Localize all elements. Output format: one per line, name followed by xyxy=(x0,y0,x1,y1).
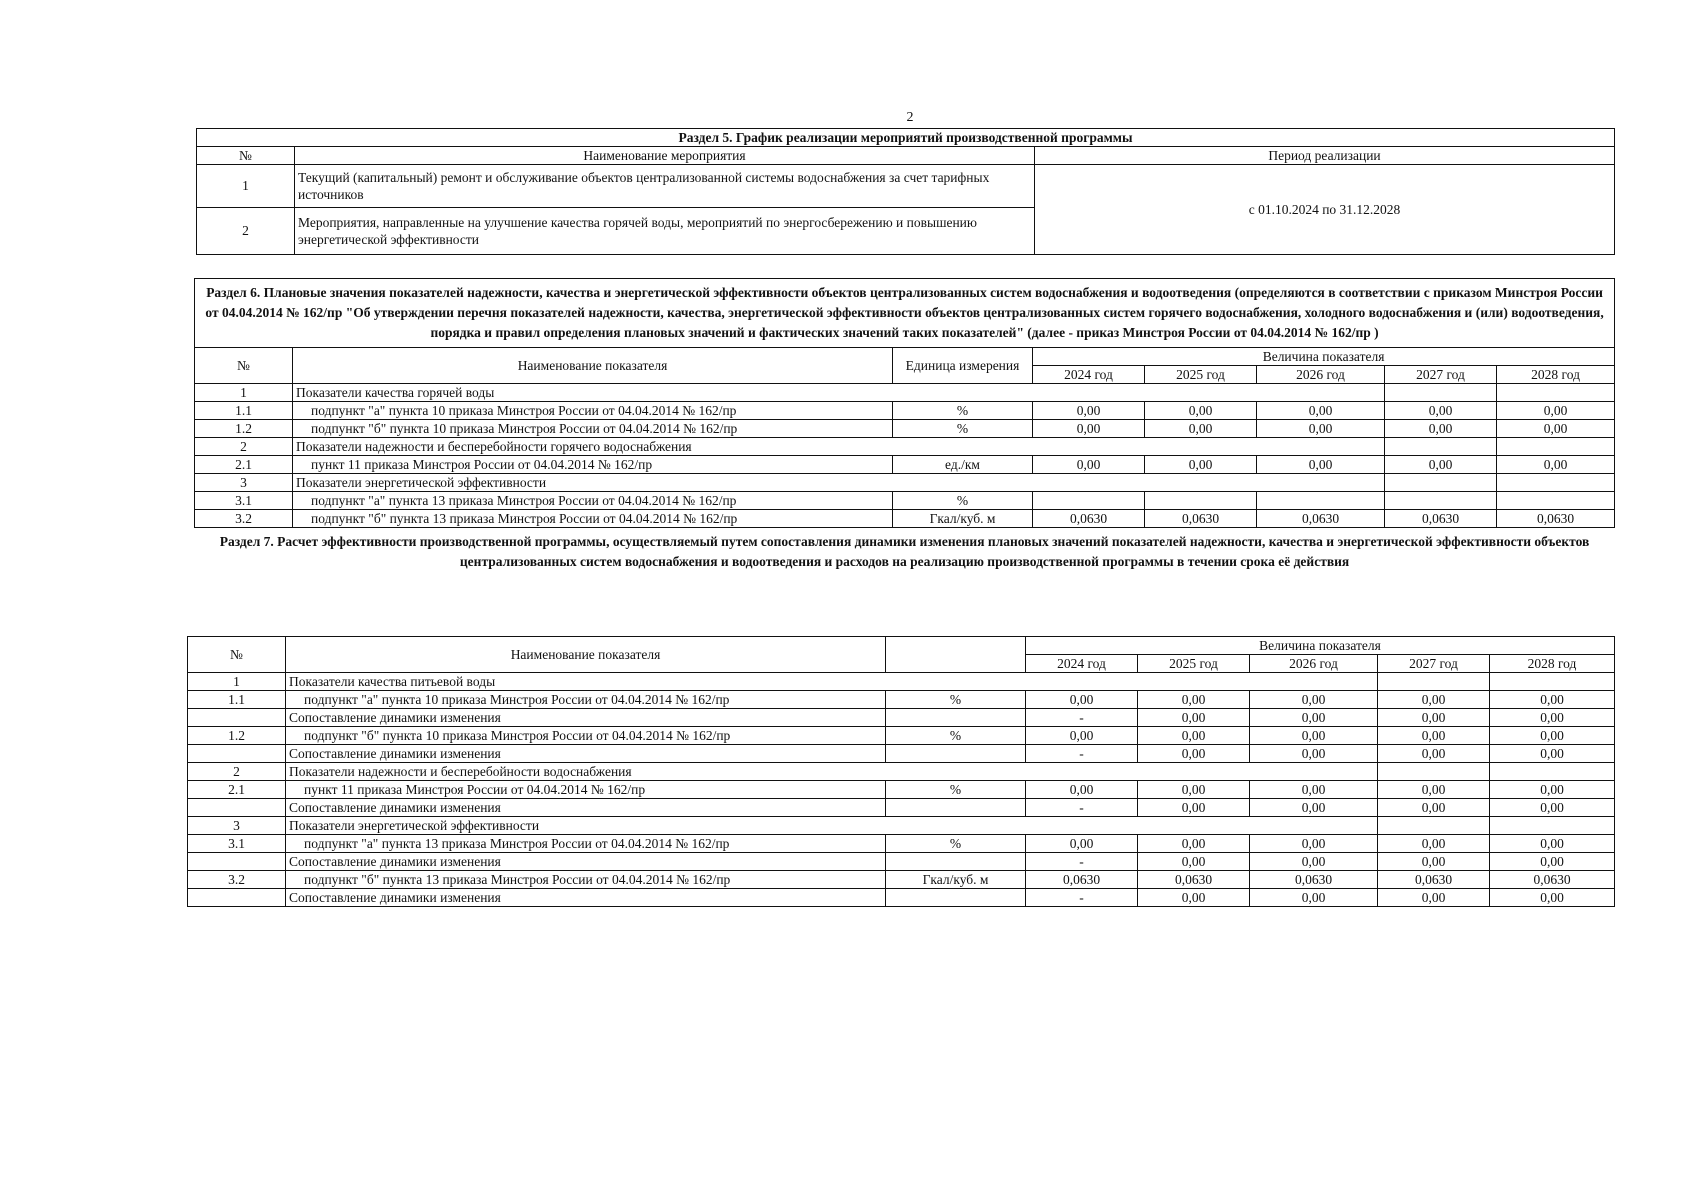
year-value: 0,00 xyxy=(1497,402,1615,420)
year-value xyxy=(1490,673,1615,691)
year-header: 2024 год xyxy=(1033,366,1145,384)
col-header-num: № xyxy=(188,637,286,673)
year-value: 0,00 xyxy=(1378,745,1490,763)
year-value xyxy=(1257,492,1385,510)
unit xyxy=(886,889,1026,907)
year-value: 0,00 xyxy=(1145,420,1257,438)
col-header-value: Величина показателя xyxy=(1026,637,1615,655)
year-value xyxy=(1497,438,1615,456)
row-num: 3.2 xyxy=(195,510,293,528)
year-value: 0,0630 xyxy=(1385,510,1497,528)
indicator-name: пункт 11 приказа Минстроя России от 04.04.2014 № 162/пр xyxy=(286,781,886,799)
year-value: 0,00 xyxy=(1250,889,1378,907)
unit: % xyxy=(893,402,1033,420)
year-value: 0,0630 xyxy=(1257,510,1385,528)
year-value: 0,00 xyxy=(1250,835,1378,853)
col-header-activity: Наименование мероприятия xyxy=(295,147,1035,165)
year-value xyxy=(1497,384,1615,402)
year-value: 0,00 xyxy=(1250,727,1378,745)
year-value: 0,00 xyxy=(1490,727,1615,745)
indicator-name: Сопоставление динамики изменения xyxy=(286,799,886,817)
year-value: 0,00 xyxy=(1033,456,1145,474)
year-header: 2028 год xyxy=(1490,655,1615,673)
unit xyxy=(886,745,1026,763)
indicator-row xyxy=(195,402,1615,420)
year-value: 0,00 xyxy=(1026,781,1138,799)
indicator-row xyxy=(195,510,1615,528)
row-num: 1 xyxy=(197,165,295,208)
year-header: 2025 год xyxy=(1138,655,1250,673)
year-value: 0,00 xyxy=(1138,709,1250,727)
year-value: - xyxy=(1026,889,1138,907)
unit: % xyxy=(886,691,1026,709)
indicator-row xyxy=(195,492,1615,510)
row-num: 1.2 xyxy=(195,420,293,438)
indicator-name: подпункт "а" пункта 10 приказа Минстроя России от 04.04.2014 № 162/пр xyxy=(293,402,893,420)
indicator-name: Показатели энергетической эффективности xyxy=(286,817,1378,835)
year-value: 0,00 xyxy=(1490,709,1615,727)
year-value xyxy=(1378,763,1490,781)
col-header-num: № xyxy=(195,348,293,384)
year-header: 2027 год xyxy=(1385,366,1497,384)
year-value: 0,00 xyxy=(1250,799,1378,817)
col-header-indicator: Наименование показателя xyxy=(286,637,886,673)
indicator-name: подпункт "б" пункта 10 приказа Минстроя России от 04.04.2014 № 162/пр xyxy=(293,420,893,438)
indicator-name: подпункт "а" пункта 13 приказа Минстроя России от 04.04.2014 № 162/пр xyxy=(293,492,893,510)
indicator-name: подпункт "б" пункта 10 приказа Минстроя России от 04.04.2014 № 162/пр xyxy=(286,727,886,745)
year-value: 0,00 xyxy=(1250,709,1378,727)
group-row xyxy=(195,474,1615,492)
year-value: 0,00 xyxy=(1257,456,1385,474)
year-value: 0,00 xyxy=(1490,853,1615,871)
dynamics-row xyxy=(188,799,1615,817)
year-value xyxy=(1145,492,1257,510)
year-value: 0,00 xyxy=(1497,420,1615,438)
col-header-indicator: Наименование показателя xyxy=(293,348,893,384)
year-value: 0,0630 xyxy=(1378,871,1490,889)
year-value: 0,00 xyxy=(1497,456,1615,474)
year-value: 0,00 xyxy=(1145,402,1257,420)
year-value: 0,00 xyxy=(1250,691,1378,709)
year-value: - xyxy=(1026,853,1138,871)
year-header: 2025 год xyxy=(1145,366,1257,384)
page-number: 2 xyxy=(906,110,914,125)
year-value: 0,00 xyxy=(1138,745,1250,763)
year-value: 0,00 xyxy=(1138,799,1250,817)
year-value: 0,00 xyxy=(1138,781,1250,799)
year-value xyxy=(1378,817,1490,835)
indicator-name: Сопоставление динамики изменения xyxy=(286,889,886,907)
indicator-name: Показатели энергетической эффективности xyxy=(293,474,1385,492)
year-value: 0,00 xyxy=(1378,709,1490,727)
section5-title: Раздел 5. График реализации мероприятий производственной программы xyxy=(197,129,1615,147)
year-value: 0,0630 xyxy=(1497,510,1615,528)
row-num xyxy=(188,745,286,763)
row-num: 2 xyxy=(197,208,295,255)
indicator-row xyxy=(195,456,1615,474)
year-value: 0,00 xyxy=(1257,402,1385,420)
dynamics-row xyxy=(188,889,1615,907)
group-row xyxy=(195,438,1615,456)
dynamics-row xyxy=(188,853,1615,871)
row-num: 2.1 xyxy=(188,781,286,799)
year-value: 0,0630 xyxy=(1250,871,1378,889)
indicator-row xyxy=(188,871,1615,889)
indicator-row xyxy=(188,691,1615,709)
year-value: 0,00 xyxy=(1490,781,1615,799)
row-num: 2.1 xyxy=(195,456,293,474)
year-value: - xyxy=(1026,799,1138,817)
indicator-row xyxy=(188,781,1615,799)
year-header: 2024 год xyxy=(1026,655,1138,673)
row-num: 2 xyxy=(195,438,293,456)
year-value: 0,00 xyxy=(1138,835,1250,853)
year-value: 0,00 xyxy=(1385,420,1497,438)
year-value: 0,00 xyxy=(1250,745,1378,763)
col-header-period: Период реализации xyxy=(1035,147,1615,165)
indicator-row xyxy=(188,727,1615,745)
realization-period: с 01.10.2024 по 31.12.2028 xyxy=(1035,165,1615,255)
section6-table xyxy=(194,278,1615,576)
unit: % xyxy=(886,727,1026,745)
year-value: - xyxy=(1026,709,1138,727)
indicator-name: Показатели надежности и бесперебойности водоснабжения xyxy=(286,763,1378,781)
year-value xyxy=(1385,492,1497,510)
indicator-name: подпункт "б" пункта 13 приказа Минстроя России от 04.04.2014 № 162/пр xyxy=(293,510,893,528)
row-num: 2 xyxy=(188,763,286,781)
group-row xyxy=(188,763,1615,781)
unit: ед./км xyxy=(893,456,1033,474)
year-value xyxy=(1497,474,1615,492)
unit xyxy=(886,799,1026,817)
dynamics-row xyxy=(188,745,1615,763)
indicator-row xyxy=(188,835,1615,853)
row-num xyxy=(188,709,286,727)
year-value: 0,00 xyxy=(1490,889,1615,907)
section5-table xyxy=(196,128,1615,255)
year-value: 0,00 xyxy=(1378,691,1490,709)
activity-name: Текущий (капитальный) ремонт и обслуживание объектов централизованной системы водоснабжения за счет тарифных источников xyxy=(295,165,1035,208)
col-header-unit xyxy=(886,637,1026,673)
year-value: 0,00 xyxy=(1378,889,1490,907)
unit: % xyxy=(893,492,1033,510)
year-value: 0,00 xyxy=(1490,745,1615,763)
unit: % xyxy=(893,420,1033,438)
group-row xyxy=(188,817,1615,835)
indicator-name: пункт 11 приказа Минстроя России от 04.04.2014 № 162/пр xyxy=(293,456,893,474)
row-num: 1.1 xyxy=(195,402,293,420)
year-value: - xyxy=(1026,745,1138,763)
year-value: 0,00 xyxy=(1033,402,1145,420)
year-value xyxy=(1385,438,1497,456)
year-value: 0,00 xyxy=(1490,691,1615,709)
row-num xyxy=(188,853,286,871)
group-row xyxy=(195,384,1615,402)
unit: % xyxy=(886,781,1026,799)
year-value: 0,0630 xyxy=(1033,510,1145,528)
year-value xyxy=(1385,474,1497,492)
indicator-name: Показатели надежности и бесперебойности горячего водоснабжения xyxy=(293,438,1385,456)
year-header: 2026 год xyxy=(1250,655,1378,673)
unit: Гкал/куб. м xyxy=(886,871,1026,889)
section7-table xyxy=(187,636,1615,907)
year-value: 0,00 xyxy=(1490,835,1615,853)
unit xyxy=(886,709,1026,727)
year-value: 0,00 xyxy=(1026,835,1138,853)
row-num: 1.1 xyxy=(188,691,286,709)
dynamics-row xyxy=(188,709,1615,727)
col-header-value: Величина показателя xyxy=(1033,348,1615,366)
year-header: 2026 год xyxy=(1257,366,1385,384)
year-value: 0,0630 xyxy=(1138,871,1250,889)
unit xyxy=(886,853,1026,871)
row-num: 3 xyxy=(195,474,293,492)
year-value: 0,00 xyxy=(1490,799,1615,817)
unit: Гкал/куб. м xyxy=(893,510,1033,528)
indicator-name: Показатели качества питьевой воды xyxy=(286,673,1378,691)
year-header: 2028 год xyxy=(1497,366,1615,384)
unit: % xyxy=(886,835,1026,853)
row-num: 3.1 xyxy=(188,835,286,853)
indicator-name: Сопоставление динамики изменения xyxy=(286,853,886,871)
year-value: 0,0630 xyxy=(1026,871,1138,889)
year-value: 0,00 xyxy=(1385,456,1497,474)
row-num xyxy=(188,889,286,907)
row-num: 1 xyxy=(188,673,286,691)
indicator-name: подпункт "а" пункта 10 приказа Минстроя России от 04.04.2014 № 162/пр xyxy=(286,691,886,709)
year-value xyxy=(1378,673,1490,691)
year-value: 0,00 xyxy=(1138,691,1250,709)
indicator-name: Сопоставление динамики изменения xyxy=(286,709,886,727)
year-value: 0,0630 xyxy=(1145,510,1257,528)
year-value: 0,00 xyxy=(1378,799,1490,817)
year-value: 0,00 xyxy=(1138,727,1250,745)
year-value xyxy=(1385,384,1497,402)
section6-title: Раздел 6. Плановые значения показателей надежности, качества и энергетической эффективности объектов централизованных систем водоснабжения и водоотведения (определяются в соответствии с приказом Минстроя России от 04.04.2014 № 162/пр "Об утверждении перечня показателей надежности, качества, энергетической эффективности объектов централизованных систем горячего водоснабжения, холодного водоснабжения и (или) водоотведения, порядка и правил определения плановых значений и фактических значений таких показателей" (далее - приказ Минстроя России от 04.04.2014 № 162/пр ) xyxy=(195,279,1615,348)
year-value: 0,00 xyxy=(1378,853,1490,871)
indicator-name: Сопоставление динамики изменения xyxy=(286,745,886,763)
col-header-num: № xyxy=(197,147,295,165)
col-header-unit: Единица измерения xyxy=(893,348,1033,384)
year-value: 0,00 xyxy=(1385,402,1497,420)
year-value: 0,00 xyxy=(1378,835,1490,853)
year-value: 0,00 xyxy=(1250,781,1378,799)
row-num: 1 xyxy=(195,384,293,402)
year-value xyxy=(1490,763,1615,781)
row-num: 3.1 xyxy=(195,492,293,510)
year-value: 0,00 xyxy=(1250,853,1378,871)
year-value: 0,00 xyxy=(1033,420,1145,438)
year-value: 0,00 xyxy=(1138,889,1250,907)
year-header: 2027 год xyxy=(1378,655,1490,673)
year-value: 0,00 xyxy=(1026,691,1138,709)
indicator-row xyxy=(195,420,1615,438)
year-value: 0,00 xyxy=(1257,420,1385,438)
year-value xyxy=(1490,817,1615,835)
year-value: 0,0630 xyxy=(1490,871,1615,889)
year-value xyxy=(1033,492,1145,510)
row-num: 1.2 xyxy=(188,727,286,745)
indicator-name: подпункт "б" пункта 13 приказа Минстроя России от 04.04.2014 № 162/пр xyxy=(286,871,886,889)
year-value: 0,00 xyxy=(1138,853,1250,871)
indicator-name: Показатели качества горячей воды xyxy=(293,384,1385,402)
year-value: 0,00 xyxy=(1378,727,1490,745)
row-num: 3.2 xyxy=(188,871,286,889)
row-num: 3 xyxy=(188,817,286,835)
group-row xyxy=(188,673,1615,691)
year-value: 0,00 xyxy=(1145,456,1257,474)
activity-name: Мероприятия, направленные на улучшение качества горячей воды, мероприятий по энергосбережению и повышению энергетической эффективности xyxy=(295,208,1035,255)
year-value: 0,00 xyxy=(1378,781,1490,799)
year-value xyxy=(1497,492,1615,510)
row-num xyxy=(188,799,286,817)
indicator-name: подпункт "а" пункта 13 приказа Минстроя России от 04.04.2014 № 162/пр xyxy=(286,835,886,853)
section7-title: Раздел 7. Расчет эффективности производственной программы, осуществляемый путем сопоставления динамики изменения плановых значений показателей надежности, качества и энергетической эффективности объектов централизованных систем водоснабжения и водоотведения и расходов на реализацию производственной программы в течении срока её действия xyxy=(195,528,1615,577)
year-value: 0,00 xyxy=(1026,727,1138,745)
